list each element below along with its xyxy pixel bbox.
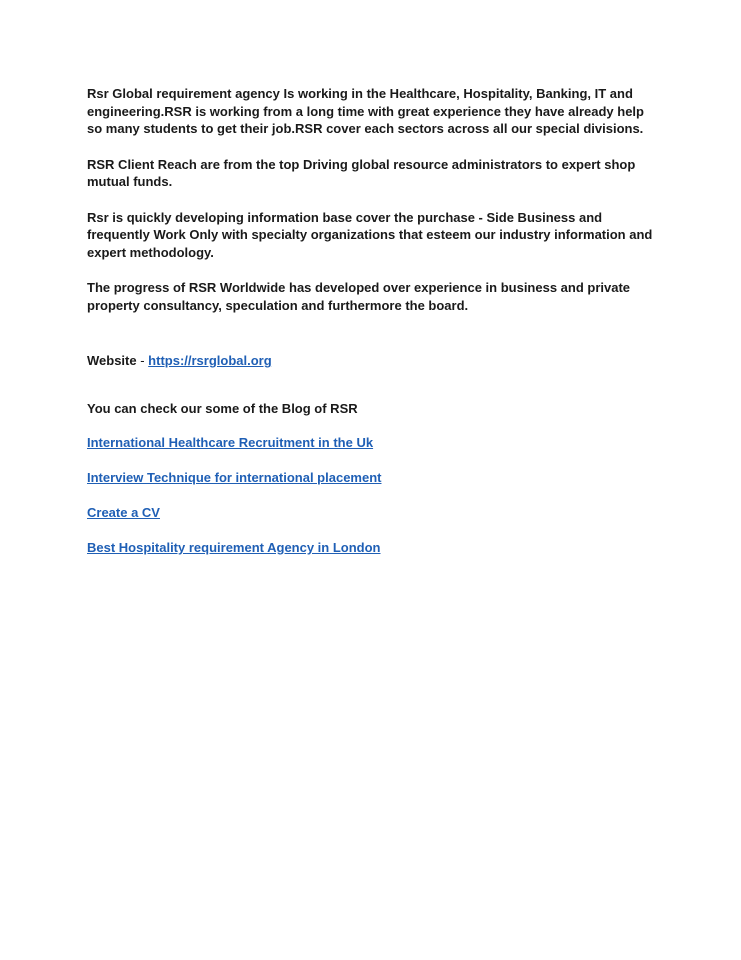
blog-intro xyxy=(87,400,657,418)
blog-link-healthcare-recruitment[interactable]: International Healthcare Recruitment in the Uk xyxy=(87,435,374,450)
website-link[interactable]: https://rsrglobal.org xyxy=(148,353,272,368)
paragraph-intro: Rsr Global requirement agency Is working in the Healthcare, Hospitality, Banking, IT and engineering.RSR is working from a long time with great experience they have already help so many students to get their job.RSR cover each sectors across all our special divisions. xyxy=(87,86,644,136)
blog-link-hospitality-agency[interactable]: Best Hospitality requirement Agency in London xyxy=(87,540,381,555)
website-line xyxy=(87,352,657,370)
blog-link-create-cv[interactable]: Create a CV xyxy=(87,505,160,520)
paragraph-client-reach: RSR Client Reach are from the top Driving global resource administrators to expert shop mutual funds. xyxy=(87,156,636,189)
blog-link-interview-technique[interactable]: Interview Technique for international placement xyxy=(87,470,382,485)
website-separator: - xyxy=(136,353,149,368)
paragraph-progress: The progress of RSR Worldwide has developed over experience in business and private property consultancy, speculation and furthermore the board. xyxy=(87,280,631,313)
blog-intro-text: You can check our some of the Blog of RSR xyxy=(87,400,358,416)
paragraph-information-base: Rsr is quickly developing information base cover the purchase - Side Business and frequently Work Only with specialty organizations that esteem our industry information and expert methodology. xyxy=(87,209,653,260)
website-label: Website xyxy=(87,353,137,368)
document-body xyxy=(87,85,657,574)
